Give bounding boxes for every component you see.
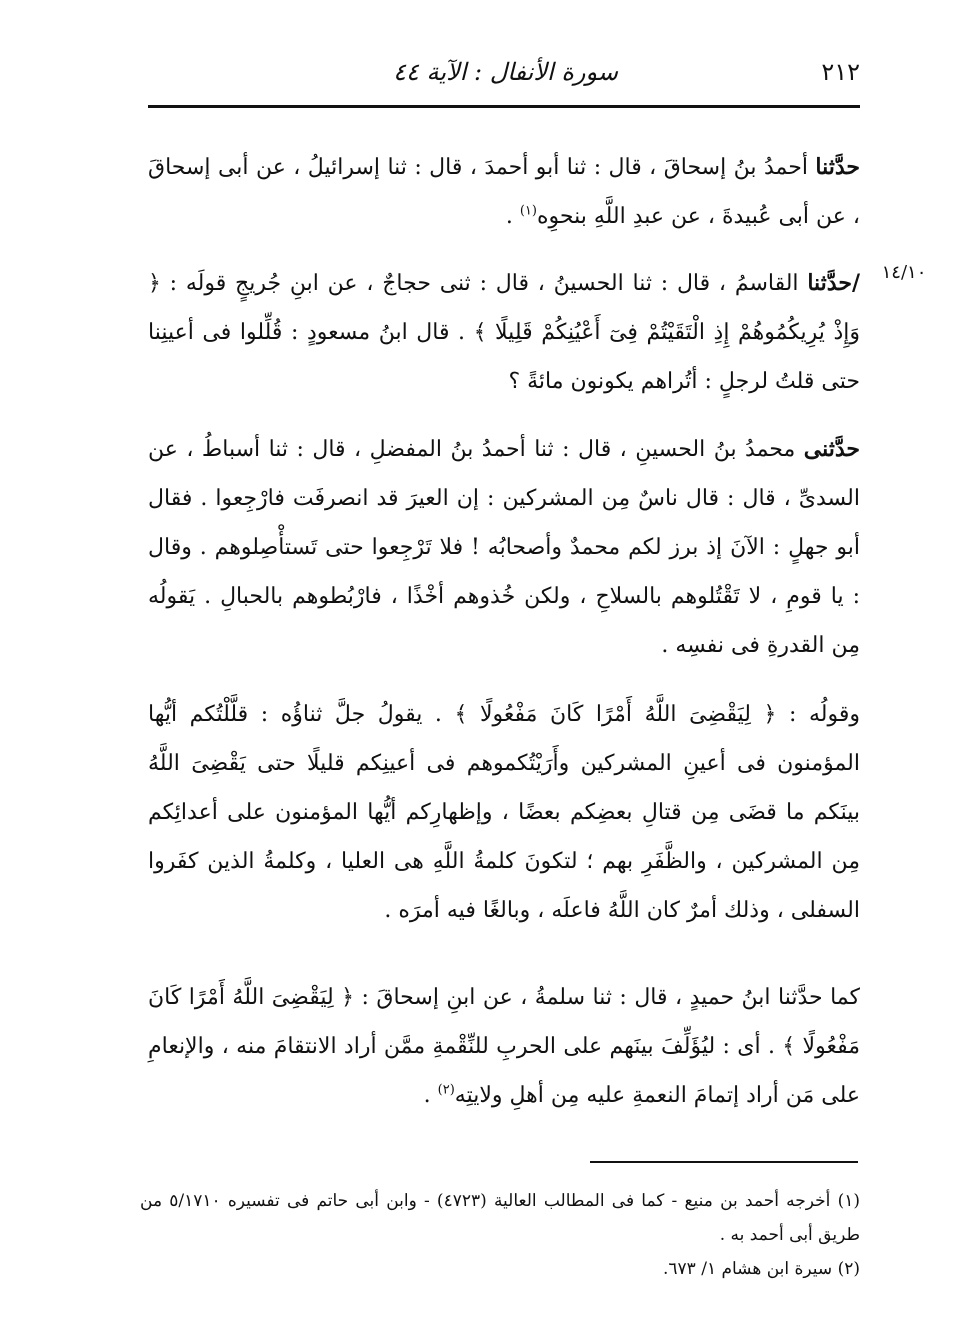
running-title: سورة الأنفال : الآية ٤٤ <box>393 58 618 86</box>
paragraph-lead: حدَّثنى <box>803 436 860 462</box>
paragraph-text: كما حدَّثنا ابنُ حميدٍ ، قال : ثنا سلمةُ ، عن ابنِ إسحاقَ : ﴿ لِيَقْضِىَ اللَّهُ أَمْرًا كَانَ مَفْعُولًا ﴾ . أى : ليُؤَلِّفَ بينَهم على الحربِ للنِّقْمةِ ممَّن أراد الانتقامَ منه ، والإنعامِ على مَن أراد إتمامَ النعمةِ عليه مِن أهلِ ولايتِه <box>148 985 860 1108</box>
paragraph-text: القاسمُ ، قال : ثنا الحسينُ ، قال : ثنى حجاجٌ ، عن ابنِ جُريجٍ قولَه : ﴿ وَإِذْ يُرِيكُمُوهُمْ إِذِ الْتَقَيْتُمْ فِىٓ أَعْيُنِكُمْ قَلِيلًا ﴾ . قال ابنُ مسعودٍ : قُلِّلوا فى أعينِنا حتى قلتُ لرجلٍ : أتُراهم يكونون مائةً ؟ <box>148 271 860 394</box>
paragraph-1 <box>148 143 860 241</box>
footnote-ref: (٢) <box>437 1082 455 1098</box>
footnotes <box>140 1184 860 1286</box>
footnote-rule <box>590 1161 858 1163</box>
paragraph-tail: . <box>505 204 520 229</box>
paragraph-lead: /حدَّثنا <box>807 270 860 296</box>
paragraph-lead: حدَّثنا <box>815 154 860 180</box>
paragraph-5 <box>148 973 860 1120</box>
paragraph-2 <box>148 259 860 406</box>
margin-reference: ١٤/١٠ <box>881 262 927 283</box>
footnote-2: (٢) سيرة ابن هشام ١/ ٦٧٣. <box>662 1259 860 1279</box>
footnote-ref: (١) <box>519 203 537 219</box>
paragraph-text: وقولُه : ﴿ لِيَقْضِىَ اللَّهُ أَمْرًا كَانَ مَفْعُولًا ﴾ . يقولُ جلَّ ثناؤُه : قلَّلْتُكم أيُّها المؤمنون فى أعينِ المشركين وأَرَيْتُكموهم فى أعينِكم قليلًا حتى يَقْضِىَ اللَّهُ بينَكم ما قضَى مِن قتالِ بعضِكم بعضًا ، وإظهارِكم أيُّها المؤمنون على أعدائِكم مِن المشركين ، والظَّفَرِ بهم ؛ لتكونَ كلمةُ اللَّهِ هى العليا ، وكلمةُ الذين كفَروا السفلى ، وذلك أمرٌ كان اللَّهُ فاعلَه ، وبالغًا فيه أمرَه . <box>148 702 860 923</box>
paragraph-text: محمدُ بنُ الحسينِ ، قال : ثنا أحمدُ بنُ المفضلِ ، قال : ثنا أسباطُ ، عن السدىِّ ، قال : قال ناسٌ مِن المشركين : إن العيرَ قد انصرفَت فارْجِعوا . فقال أبو جهلٍ : الآنَ إذ برز لكم محمدٌ وأصحابُه ! فلا تَرْجِعوا حتى تَستأْصِلوهم . وقال : يا قومِ ، لا تَقْتُلوهم بالسلاحِ ، ولكن خُذوهم أخْذًا ، فارْبُطوهم بالحبالِ . يَقولُه مِن القدرةِ فى نفسِه . <box>148 437 860 658</box>
paragraph-tail: . <box>423 1083 438 1108</box>
footnote-1: (١) أخرجه أحمد بن منيع - كما فى المطالب العالية (٤٧٢٣) - وابن أبى حاتم فى تفسيره ٥/١٧١٠ من طريق أبى أحمد به . <box>140 1191 861 1245</box>
paragraph-3 <box>148 425 860 670</box>
page-number: ٢١٢ <box>821 58 860 86</box>
paragraph-4 <box>148 690 860 935</box>
paragraph-text: أحمدُ بنُ إسحاقَ ، قال : ثنا أبو أحمدَ ، قال : ثنا إسرائيلُ ، عن أبى إسحاقَ ، عن أبى عُبيدةَ ، عن عبدِ اللَّهِ بنحوِه <box>148 155 860 229</box>
header-rule <box>148 105 860 108</box>
page-header <box>148 52 860 102</box>
